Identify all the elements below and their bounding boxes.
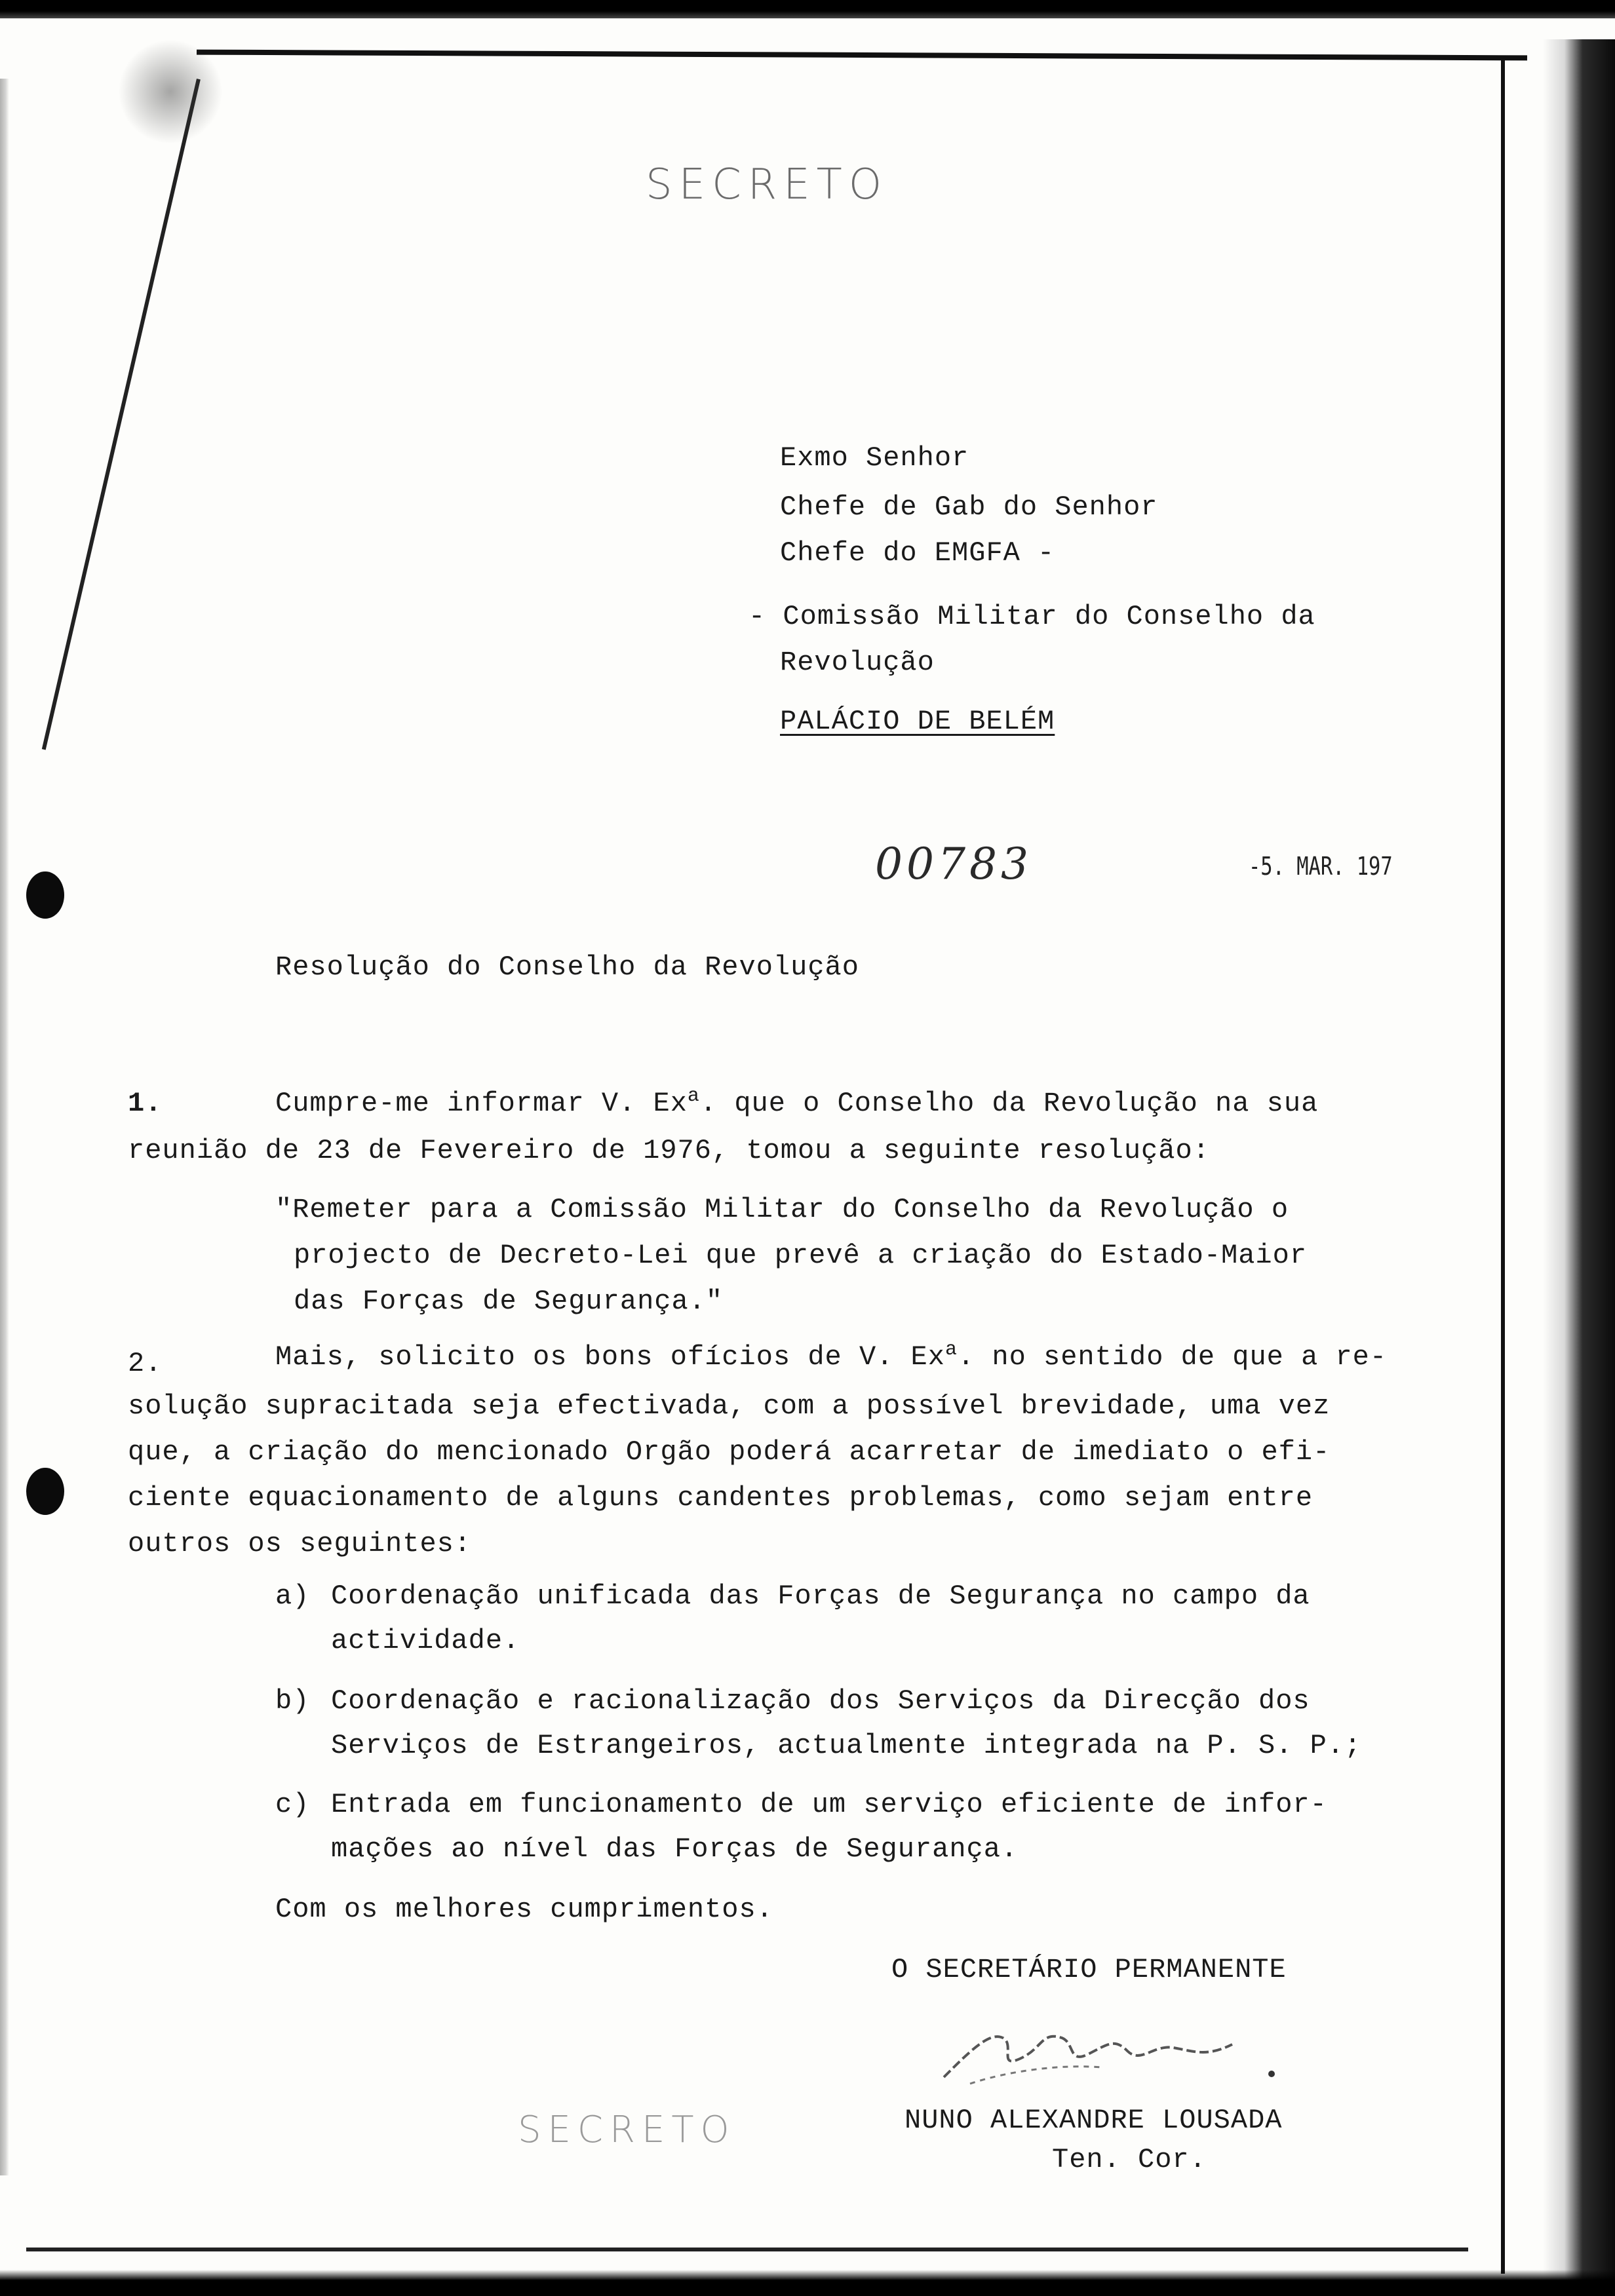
classification-stamp-top: SECRETO (646, 161, 889, 209)
list-item-label: a) (275, 1580, 310, 1612)
list-item-text: actividade. (331, 1625, 520, 1656)
paragraph-text: . que o Conselho da Revolução na sua (699, 1088, 1319, 1119)
list-item-text: mações ao nível das Forças de Segurança. (331, 1833, 1019, 1865)
paper-top-edge (197, 50, 1527, 61)
punch-hole-bottom (26, 1468, 64, 1515)
quote-line: das Forças de Segurança." (294, 1286, 724, 1317)
paragraph-line: que, a criação do mencionado Orgão poderá acarretar de imediato o efi- (128, 1436, 1331, 1468)
punch-hole-top (26, 871, 64, 919)
scan-edge-right (1543, 39, 1615, 2280)
closing-line: Com os melhores cumprimentos. (275, 1894, 773, 1925)
signatory-title: O SECRETÁRIO PERMANENTE (891, 1954, 1287, 1985)
list-item-text: Entrada em funcionamento de um serviço eficiente de infor- (331, 1789, 1327, 1820)
quote-line: projecto de Decreto-Lei que prevê a criação do Estado-Maior (294, 1240, 1308, 1271)
classification-stamp-bottom: SECRETO (518, 2109, 736, 2151)
reference-number: 00783 (875, 839, 1032, 889)
superscript: a (944, 1339, 958, 1361)
paragraph-line (275, 1340, 1387, 1374)
paper-bottom-edge (26, 2248, 1468, 2251)
paragraph-line: ciente equacionamento de alguns candentes problemas, como sejam entre (128, 1482, 1313, 1514)
subject-line: Resolução do Conselho da Revolução (275, 951, 859, 983)
list-item-text: Coordenação unificada das Forças de Segurança no campo da (331, 1580, 1310, 1612)
quote-line: "Remeter para a Comissão Militar do Conselho da Revolução o (275, 1194, 1289, 1225)
paragraph-number: 2. (128, 1348, 163, 1379)
paragraph-number: 1. (128, 1088, 163, 1119)
scan-edge-left (0, 79, 9, 2175)
paper-right-edge (1501, 59, 1505, 2274)
addressee-line: Chefe de Gab do Senhor (780, 491, 1158, 523)
list-item-label: c) (275, 1789, 310, 1820)
addressee-line: Exmo Senhor (780, 442, 969, 474)
handwritten-signature (931, 1992, 1298, 2097)
paragraph-line: solução supracitada seja efectivada, com a possível brevidade, uma vez (128, 1390, 1331, 1422)
paper-left-edge (42, 79, 201, 750)
paragraph-line: outros os seguintes: (128, 1528, 472, 1559)
scan-edge-bottom (0, 2270, 1615, 2296)
list-item-text: Serviços de Estrangeiros, actualmente integrada na P. S. P.; (331, 1730, 1362, 1761)
corner-smudge (118, 39, 223, 144)
list-item-label: b) (275, 1685, 310, 1717)
signatory-name: NUNO ALEXANDRE LOUSADA (905, 2105, 1283, 2136)
addressee-location: PALÁCIO DE BELÉM (780, 706, 1055, 737)
paragraph-text: Cumpre-me informar V. Ex (275, 1088, 688, 1119)
paragraph-text: Mais, solicito os bons ofícios de V. Ex (275, 1341, 945, 1373)
date-stamp: -5. MAR. 197 (1249, 852, 1393, 881)
signatory-rank: Ten. Cor. (1052, 2144, 1207, 2175)
scan-edge-top (0, 0, 1615, 18)
addressee-line: - Comissão Militar do Conselho da (749, 601, 1315, 632)
list-item-text: Coordenação e racionalização dos Serviços da Direcção dos (331, 1685, 1310, 1717)
paragraph-line (275, 1086, 1318, 1120)
addressee-line: Chefe do EMGFA - (780, 537, 1055, 569)
paragraph-text: . no sentido de que a re- (957, 1341, 1388, 1373)
superscript: a (687, 1085, 700, 1107)
paragraph-line: reunião de 23 de Fevereiro de 1976, tomou a seguinte resolução: (128, 1135, 1210, 1166)
addressee-line: Revolução (780, 647, 935, 678)
